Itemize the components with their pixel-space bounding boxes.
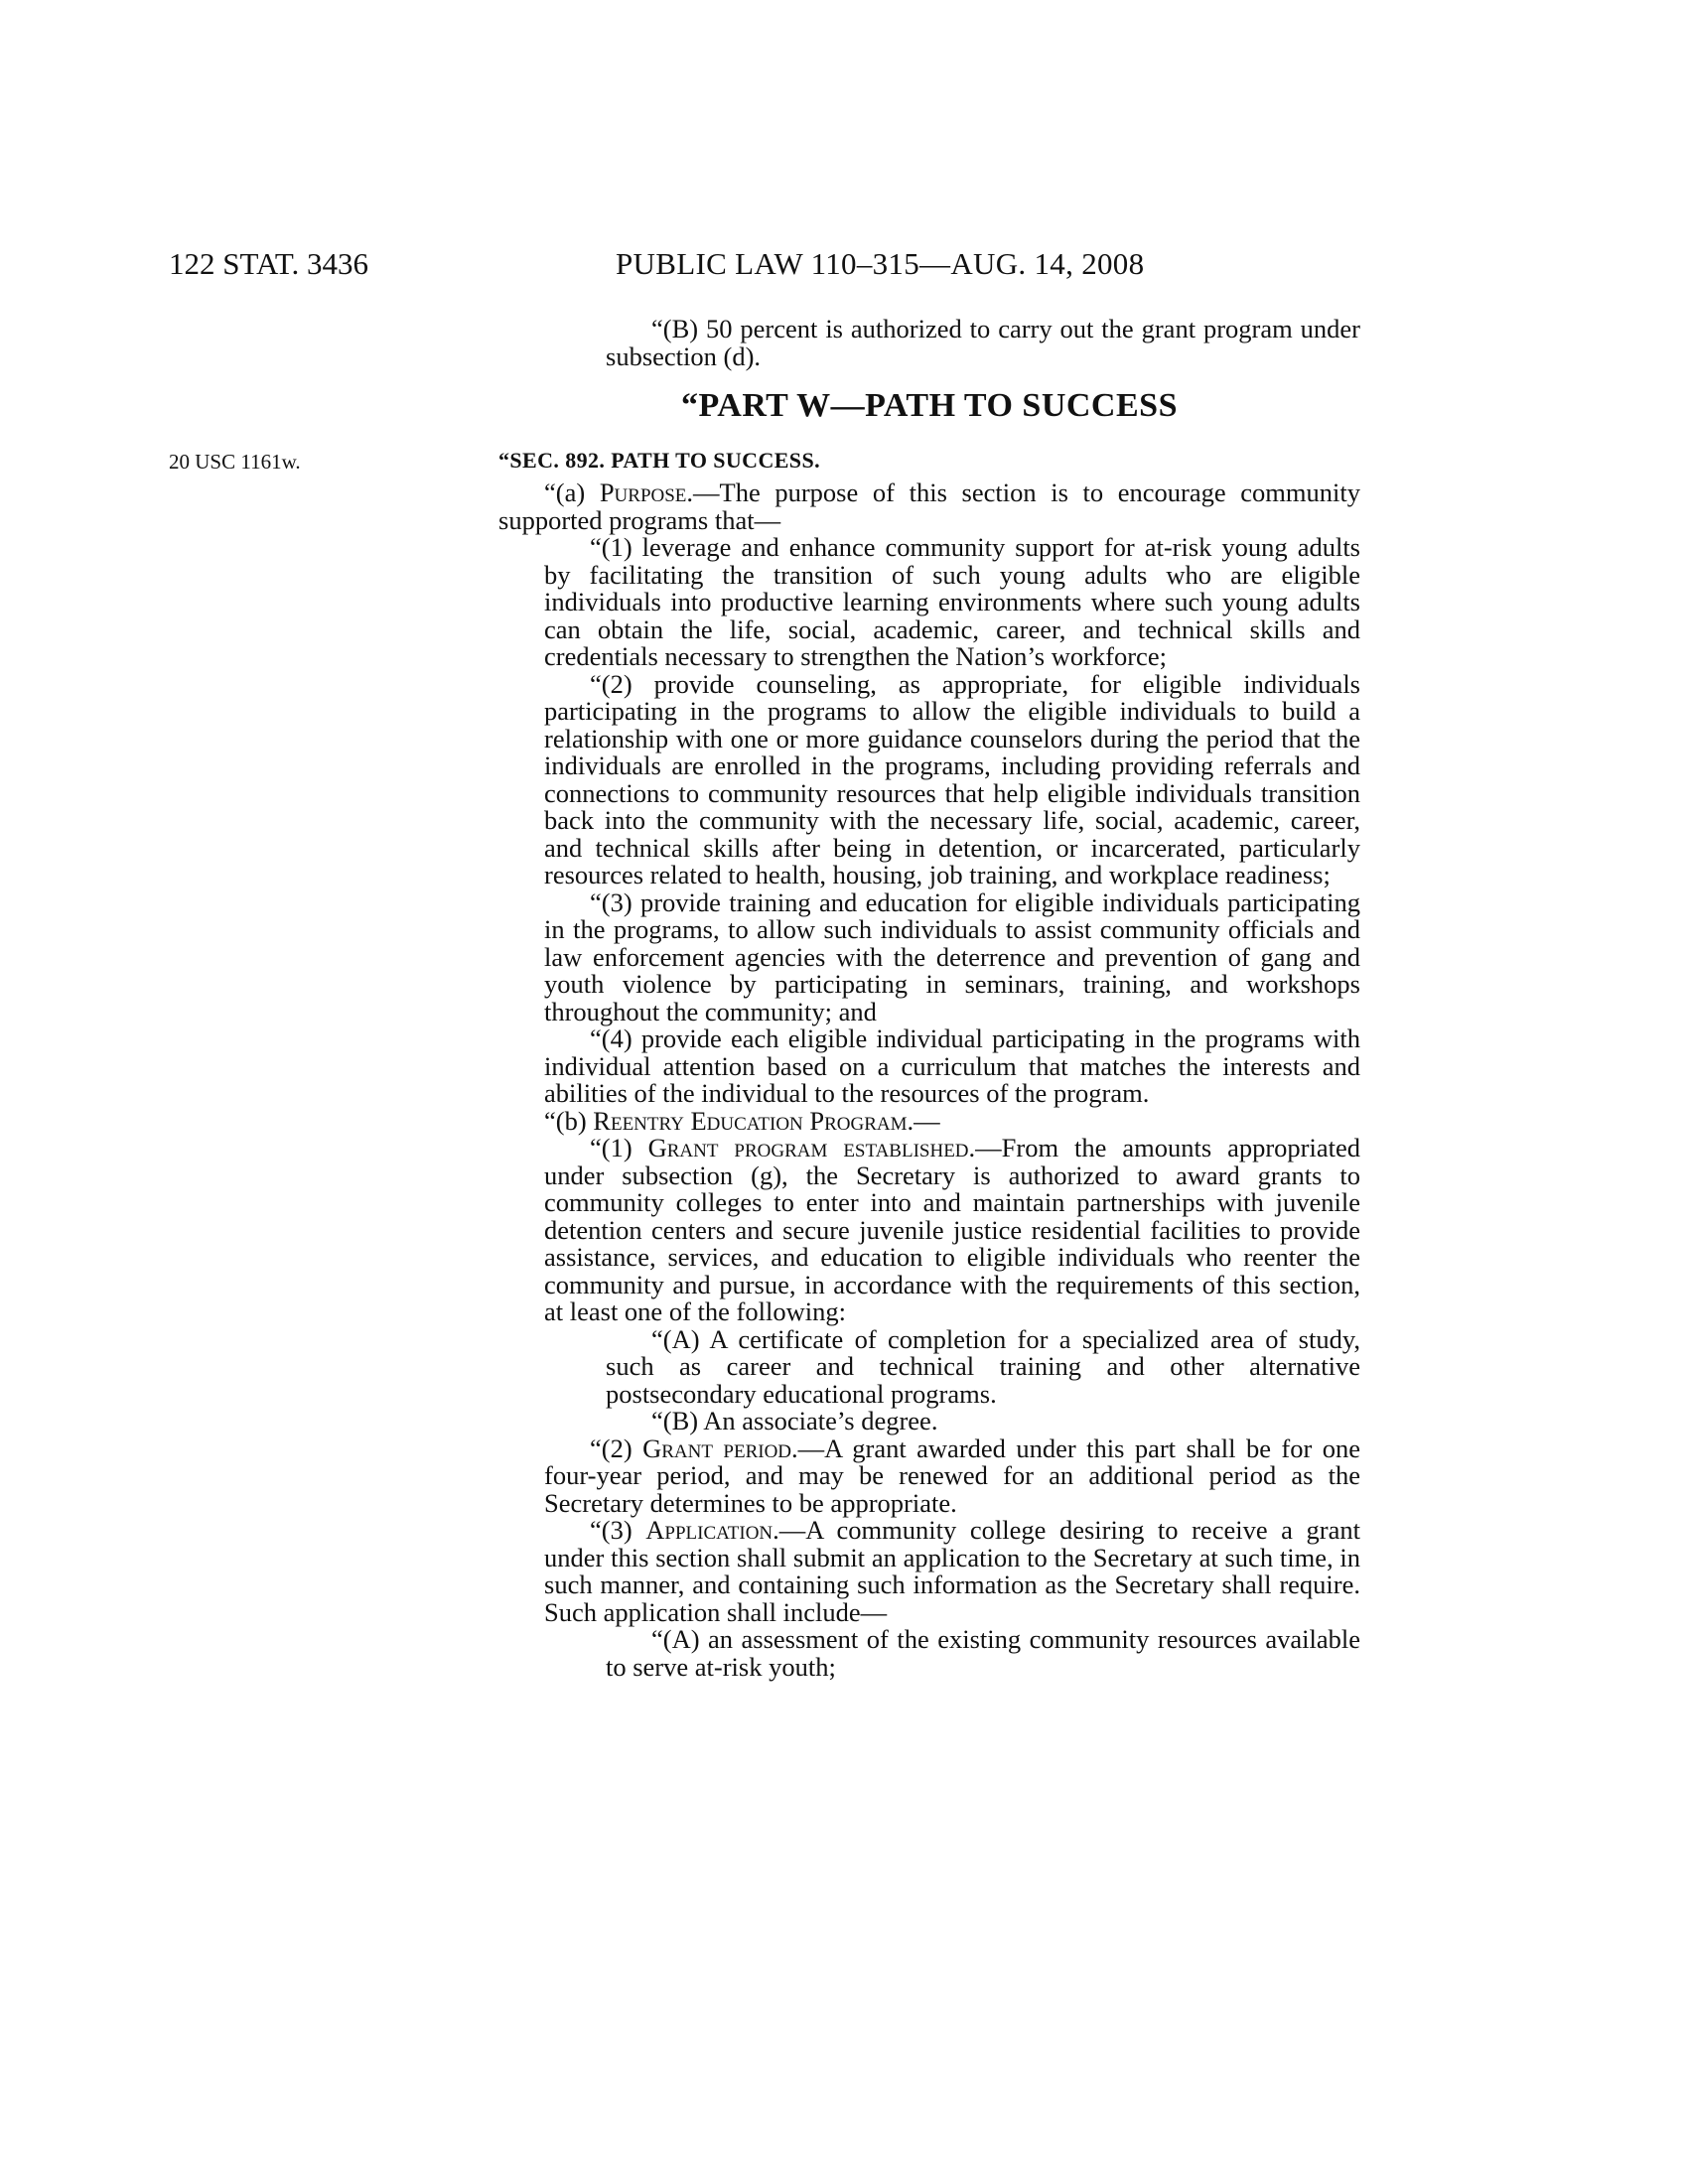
paragraph-b1A: “(A) A certificate of completion for a specialized area of study, such as career and technical training and other alternative postsecondary educational programs. — [606, 1323, 1360, 1409]
section-body — [498, 479, 1360, 1681]
statute-page-number: 122 STAT. 3436 — [169, 246, 369, 281]
paragraph-b1-text: .—From the amounts appropriated under subsection (g), the Secretary is authorized to award grants to community colleges to enter into and maintain partnerships with juvenile detention centers and secure juvenile justice residential facilities to provide assistance, services, and education to eligible individuals who reenter the community and pursue, in accordance with the requirements of this section, at least one of the following: — [544, 1133, 1360, 1326]
paragraph-b2-text: .—A grant awarded under this part shall be for one four-year period, and may be renewed for an additional period as the Secretary determines to be appropriate. — [544, 1433, 1361, 1518]
paragraph-a3: “(3) provide training and education for eligible individuals participating in the programs, to allow such individuals to assist community officials and law enforcement agencies with the deterrence and prevention of gang and youth violence by participating in seminars, training, and workshops throughout the community; and — [544, 887, 1360, 1026]
paragraph-b1-label: Grant program established — [647, 1133, 969, 1162]
paragraph-b2-label: Grant period — [642, 1433, 792, 1463]
paragraph-a-number: “(a) — [544, 478, 600, 507]
paragraph-b3A: “(A) an assessment of the existing community resources available to serve at-risk youth; — [606, 1624, 1360, 1682]
paragraph-b3-number: “(3) — [590, 1515, 646, 1545]
continuation-paragraph: “(B) 50 percent is authorized to carry out the grant program under subsection (d). — [606, 314, 1360, 371]
paragraph-b3-label: Application — [645, 1515, 774, 1545]
paragraph-a4: “(4) provide each eligible individual participating in the programs with individual attention based on a curriculum that matches the interests and abilities of the individual to the resources of the program. — [544, 1024, 1360, 1108]
usc-margin-note: 20 USC 1161w. — [169, 450, 301, 474]
paragraph-a — [498, 479, 1360, 534]
paragraph-b3-text: .—A community college desiring to receive a grant under this section shall submit an application to the Secretary at such time, in such manner, and containing such information as the Secretary shall require. Such application shall include— — [544, 1515, 1360, 1627]
part-heading: “PART W—PATH TO SUCCESS — [681, 387, 1178, 424]
paragraph-a-label: Purpose — [599, 478, 687, 507]
paragraph-b2-number: “(2) — [590, 1433, 643, 1463]
section-heading: “SEC. 892. PATH TO SUCCESS. — [498, 448, 820, 473]
paragraph-b — [498, 1105, 1360, 1136]
paragraph-a-text: .—The purpose of this section is to encourage community supported programs that— — [498, 478, 1360, 535]
paragraph-b1B: “(B) An associate’s degree. — [651, 1406, 938, 1435]
paragraph-b3 — [498, 1517, 1360, 1626]
paragraph-b1-number: “(1) — [590, 1133, 648, 1162]
paragraph-b-label: Reentry Education Program — [593, 1105, 908, 1136]
paragraph-a1: “(1) leverage and enhance community support for at-risk young adults by facilitating the transition of such young adults who are eligible individuals into productive learning environments where such young adults can obtain the life, social, academic, career, and technical skills and credentials necessary to strengthen the Nation’s workforce; — [544, 532, 1360, 671]
paragraph-b-number: “(b) — [544, 1105, 594, 1136]
paragraph-b1 — [498, 1135, 1360, 1326]
paragraph-b2 — [498, 1435, 1360, 1518]
page-header — [169, 246, 1360, 286]
public-law-citation: PUBLIC LAW 110–315—AUG. 14, 2008 — [616, 246, 1145, 281]
continuation-block — [498, 316, 1360, 370]
paragraph-b-text: .— — [907, 1105, 940, 1136]
paragraph-a2: “(2) provide counseling, as appropriate, for eligible individuals participating in the programs to allow the eligible individuals to build a relationship with one or more guidance counselors during the period that the individuals are enrolled in the programs, including providing referrals and connections to community resources that help eligible individuals transition back into the community with the necessary life, social, academic, career, and technical skills after being in detention, or incarcerated, particularly resources related to health, housing, job training, and workplace readiness; — [544, 668, 1360, 889]
